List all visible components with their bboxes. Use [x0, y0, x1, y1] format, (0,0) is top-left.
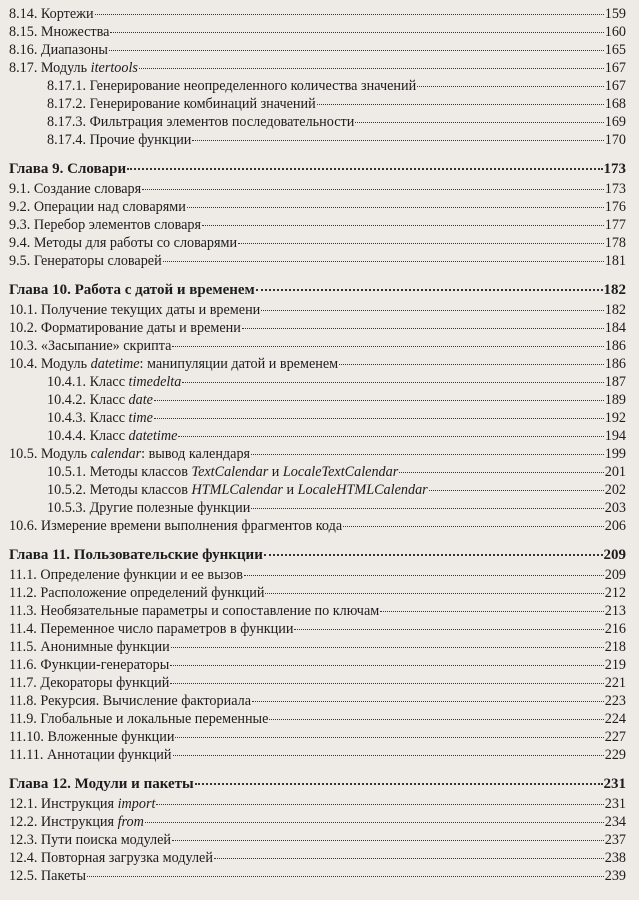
entry-title-text: Класс [89, 410, 129, 426]
page-number: 239 [604, 868, 626, 884]
dot-leader [264, 554, 603, 556]
entry-title [9, 849, 213, 867]
entry-number: 11.11. [9, 747, 44, 763]
entry-title [47, 131, 191, 149]
entry-number: 10.1. [9, 302, 38, 318]
entry-title-text: Фильтрация элементов последовательности [89, 114, 355, 130]
entry-number: 9.3. [9, 217, 31, 233]
dot-leader [256, 289, 603, 291]
toc-entry [9, 409, 626, 427]
entry-title-text: Функции-генераторы [40, 657, 170, 673]
dot-leader [109, 50, 604, 51]
entry-number: Глава 11. [9, 547, 71, 563]
page-number: 238 [604, 850, 626, 866]
dot-leader [252, 701, 604, 702]
entry-title [9, 795, 155, 813]
entry-title-code: time [128, 410, 153, 426]
entry-number: 11.1. [9, 567, 37, 583]
page-number: 199 [604, 446, 626, 462]
entry-number: 10.4.3. [47, 410, 87, 426]
entry-title [9, 545, 263, 565]
page-number: 176 [604, 199, 626, 215]
entry-title-text: Создание словаря [33, 181, 142, 197]
page-number: 177 [604, 217, 626, 233]
toc-entry [9, 728, 626, 746]
toc-entry [9, 867, 626, 885]
toc-entry [9, 566, 626, 584]
entry-title-text: Модуль [40, 446, 91, 462]
entry-number: 8.17.2. [47, 96, 87, 112]
entry-title [9, 774, 194, 794]
dot-leader [343, 526, 604, 527]
entry-number: 10.4.1. [47, 374, 87, 390]
toc-entry [9, 337, 626, 355]
toc-entry [9, 77, 626, 95]
entry-number: 8.14. [9, 6, 38, 22]
dot-leader [251, 508, 603, 509]
entry-number: 11.8. [9, 693, 37, 709]
entry-number: 10.3. [9, 338, 38, 354]
toc-entry [9, 427, 626, 445]
entry-title-text: Измерение времени выполнения фрагментов кода [40, 518, 343, 534]
toc-entry [9, 602, 626, 620]
entry-number: 10.6. [9, 518, 38, 534]
page-number: 186 [604, 338, 626, 354]
entry-number: 12.4. [9, 850, 38, 866]
entry-title [9, 710, 268, 728]
toc-entry [9, 373, 626, 391]
entry-title-text: Рекурсия. Вычисление факториала [40, 693, 252, 709]
toc-entry [9, 463, 626, 481]
entry-title-text: Методы классов [89, 482, 192, 498]
entry-title-text: Методы классов [89, 464, 192, 480]
entry-number: 11.10. [9, 729, 44, 745]
toc-entry [9, 391, 626, 409]
toc-entry [9, 831, 626, 849]
toc-entry [9, 620, 626, 638]
entry-title [9, 566, 243, 584]
dot-leader [269, 719, 603, 720]
entry-title [9, 638, 170, 656]
dot-leader [171, 647, 604, 648]
page-number: 189 [604, 392, 626, 408]
dot-leader [145, 822, 604, 823]
page-number: 209 [604, 567, 626, 583]
entry-title-text: Аннотации функций [46, 747, 172, 763]
entry-title-text: Определение функции и ее вызов [40, 567, 243, 583]
page-number: 159 [604, 6, 626, 22]
page-number: 237 [604, 832, 626, 848]
toc-entry [9, 131, 626, 149]
dot-leader [178, 436, 603, 437]
dot-leader [163, 261, 604, 262]
page-number: 212 [604, 585, 626, 601]
entry-number: 8.17.3. [47, 114, 87, 130]
dot-leader [251, 454, 604, 455]
page-number: 184 [604, 320, 626, 336]
page-number: 181 [604, 253, 626, 269]
page-number: 173 [603, 161, 626, 177]
entry-title-text: Пользовательские функции [73, 547, 263, 563]
toc-entry [9, 481, 626, 499]
dot-leader [170, 665, 603, 666]
dot-leader [238, 243, 604, 244]
entry-number: 10.4. [9, 356, 38, 372]
dot-leader [172, 840, 604, 841]
entry-title [9, 198, 186, 216]
page-number: 223 [604, 693, 626, 709]
page-number: 221 [604, 675, 626, 691]
entry-number: 8.15. [9, 24, 38, 40]
page-number: 203 [604, 500, 626, 516]
chapter-entry [9, 280, 626, 300]
entry-title-code: HTMLCalendar [191, 482, 283, 498]
page-number: 186 [604, 356, 626, 372]
page-number: 231 [604, 796, 626, 812]
page-number: 187 [604, 374, 626, 390]
entry-title-text: Модуль [40, 60, 91, 76]
entry-number: 10.5.2. [47, 482, 87, 498]
dot-leader [380, 611, 604, 612]
entry-title-text: Инструкция [40, 814, 118, 830]
entry-title [9, 728, 174, 746]
toc-entry [9, 656, 626, 674]
entry-title [9, 692, 251, 710]
entry-title [9, 5, 94, 23]
entry-title-code: import [117, 796, 156, 812]
entry-title [9, 656, 169, 674]
entry-title-text: Генераторы словарей [33, 253, 162, 269]
entry-number: 10.5. [9, 446, 38, 462]
dot-leader [192, 140, 603, 141]
entry-title [9, 620, 293, 638]
toc-entry [9, 216, 626, 234]
dot-leader [214, 858, 604, 859]
page-number: 224 [604, 711, 626, 727]
entry-title-text: Модули и пакеты [74, 776, 194, 792]
entry-title-code: LocaleTextCalendar [282, 464, 399, 480]
toc-entry [9, 198, 626, 216]
dot-leader [202, 225, 604, 226]
dot-leader [187, 207, 604, 208]
entry-title [9, 234, 237, 252]
toc-entry [9, 445, 626, 463]
page-number: 182 [604, 302, 626, 318]
entry-number: 11.2. [9, 585, 37, 601]
entry-title-text: Повторная загрузка модулей [40, 850, 213, 866]
toc-entry [9, 95, 626, 113]
entry-title-code: timedelta [128, 374, 182, 390]
entry-title-text: Получение текущих даты и времени [40, 302, 261, 318]
page-number: 219 [604, 657, 626, 673]
entry-title [9, 301, 260, 319]
entry-title-code: from [117, 814, 144, 830]
entry-title [9, 23, 109, 41]
entry-title-text: Глобальные и локальные переменные [40, 711, 269, 727]
dot-leader [182, 382, 603, 383]
entry-title-text: Прочие функции [89, 132, 192, 148]
entry-title [9, 602, 379, 620]
entry-title [47, 481, 428, 499]
entry-title-text: Класс [89, 374, 129, 390]
entry-title-text: Другие полезные функции [89, 500, 251, 516]
dot-leader [87, 876, 604, 877]
entry-number: 9.1. [9, 181, 31, 197]
entry-title [9, 337, 171, 355]
toc-entry [9, 813, 626, 831]
entry-title-code: datetime [128, 428, 178, 444]
entry-title [9, 159, 126, 179]
page-number: 209 [603, 547, 626, 563]
entry-number: 10.5.3. [47, 500, 87, 516]
entry-title [9, 355, 338, 373]
entry-title [9, 445, 250, 463]
toc-entry [9, 795, 626, 813]
page-number: 202 [604, 482, 626, 498]
dot-leader [173, 755, 604, 756]
page-number: 160 [604, 24, 626, 40]
entry-title-text: : вывод календаря [141, 446, 251, 462]
toc-entry [9, 710, 626, 728]
entry-title-text: Генерирование комбинаций значений [89, 96, 316, 112]
entry-number: Глава 12. [9, 776, 71, 792]
entry-number: 9.4. [9, 235, 31, 251]
entry-title [9, 319, 241, 337]
entry-number: 11.6. [9, 657, 37, 673]
entry-title [9, 59, 138, 77]
table-of-contents [9, 5, 626, 885]
entry-title-text: Вложенные функции [47, 729, 175, 745]
page-number: 167 [604, 78, 626, 94]
page-number: 182 [603, 282, 626, 298]
dot-leader [242, 328, 604, 329]
page-number: 170 [604, 132, 626, 148]
page-number: 234 [604, 814, 626, 830]
dot-leader [265, 593, 603, 594]
entry-title [9, 280, 255, 300]
entry-title [9, 41, 108, 59]
entry-title [47, 409, 153, 427]
page-number: 216 [604, 621, 626, 637]
entry-title-code: LocaleHTMLCalendar [297, 482, 428, 498]
dot-leader [175, 737, 603, 738]
dot-leader [127, 168, 602, 170]
entry-title [47, 95, 316, 113]
entry-title [9, 584, 264, 602]
entry-title-code: TextCalendar [191, 464, 269, 480]
entry-number: 11.5. [9, 639, 37, 655]
entry-number: 11.3. [9, 603, 37, 619]
entry-number: 9.2. [9, 199, 31, 215]
entry-title-text: Класс [89, 392, 129, 408]
entry-title [9, 517, 342, 535]
page-number: 194 [604, 428, 626, 444]
entry-title [47, 373, 181, 391]
chapter-entry [9, 774, 626, 794]
entry-title-text: Кортежи [40, 6, 94, 22]
entry-title-text: Методы для работы со словарями [33, 235, 238, 251]
entry-title-text: Необязательные параметры и сопоставление по ключам [40, 603, 380, 619]
entry-title-text: Инструкция [40, 796, 118, 812]
chapter-entry [9, 159, 626, 179]
dot-leader [317, 104, 604, 105]
entry-title [9, 216, 201, 234]
dot-leader [399, 472, 603, 473]
chapter-entry [9, 545, 626, 565]
dot-leader [429, 490, 604, 491]
toc-entry [9, 746, 626, 764]
entry-title-text: Форматирование даты и времени [40, 320, 241, 336]
dot-leader [139, 68, 604, 69]
dot-leader [172, 346, 603, 347]
page-number: 178 [604, 235, 626, 251]
page-number: 231 [603, 776, 626, 792]
entry-title-code: datetime [90, 356, 140, 372]
entry-title-text: и [268, 464, 283, 480]
toc-entry [9, 180, 626, 198]
entry-number: 8.17.1. [47, 78, 87, 94]
entry-number: 11.4. [9, 621, 37, 637]
dot-leader [244, 575, 604, 576]
entry-title-text: «Засыпание» скрипта [40, 338, 172, 354]
entry-title-text: Класс [89, 428, 129, 444]
entry-number: 10.5.1. [47, 464, 87, 480]
dot-leader [294, 629, 603, 630]
entry-title-text: Модуль [40, 356, 91, 372]
toc-entry [9, 692, 626, 710]
entry-number: 8.17.4. [47, 132, 87, 148]
entry-title [9, 867, 86, 885]
page-number: 218 [604, 639, 626, 655]
toc-entry [9, 319, 626, 337]
dot-leader [110, 32, 603, 33]
toc-entry [9, 849, 626, 867]
entry-number: Глава 9. [9, 161, 64, 177]
entry-title [47, 499, 250, 517]
entry-title-text: Множества [40, 24, 110, 40]
toc-entry [9, 301, 626, 319]
toc-entry [9, 234, 626, 252]
entry-title-text: Анонимные функции [40, 639, 170, 655]
dot-leader [355, 122, 603, 123]
page-number: 173 [604, 181, 626, 197]
entry-title-text: Операции над словарями [33, 199, 186, 215]
entry-title [9, 813, 144, 831]
toc-entry [9, 517, 626, 535]
entry-title-text: Диапазоны [40, 42, 108, 58]
entry-title [9, 746, 172, 764]
toc-entry [9, 355, 626, 373]
entry-number: 8.17. [9, 60, 38, 76]
entry-title-text: Переменное число параметров в функции [40, 621, 294, 637]
entry-title [47, 427, 177, 445]
page-number: 167 [604, 60, 626, 76]
dot-leader [154, 418, 604, 419]
dot-leader [195, 783, 603, 785]
entry-title-code: calendar [90, 446, 142, 462]
entry-title-text: Словари [67, 161, 127, 177]
toc-entry [9, 674, 626, 692]
entry-title [47, 463, 398, 481]
dot-leader [95, 14, 604, 15]
toc-entry [9, 638, 626, 656]
page-number: 192 [604, 410, 626, 426]
entry-title-text: Работа с датой и временем [74, 282, 255, 298]
entry-title-text: Пакеты [40, 868, 87, 884]
toc-entry [9, 59, 626, 77]
entry-title-text: и [282, 482, 298, 498]
page-number: 165 [604, 42, 626, 58]
page-number: 206 [604, 518, 626, 534]
entry-number: 11.9. [9, 711, 37, 727]
entry-title-text: Расположение определений функций [40, 585, 265, 601]
entry-title-text: Пути поиска модулей [40, 832, 172, 848]
page-number: 201 [604, 464, 626, 480]
entry-number: 11.7. [9, 675, 37, 691]
entry-number: 10.4.4. [47, 428, 87, 444]
entry-number: 12.1. [9, 796, 38, 812]
entry-title [9, 252, 162, 270]
dot-leader [261, 310, 603, 311]
entry-number: 12.5. [9, 868, 38, 884]
dot-leader [154, 400, 604, 401]
page-number: 227 [604, 729, 626, 745]
toc-entry [9, 252, 626, 270]
entry-number: 10.4.2. [47, 392, 87, 408]
toc-entry [9, 23, 626, 41]
dot-leader [170, 683, 603, 684]
entry-title [47, 391, 153, 409]
toc-entry [9, 41, 626, 59]
entry-title [9, 180, 141, 198]
entry-number: 8.16. [9, 42, 38, 58]
entry-number: 12.2. [9, 814, 38, 830]
entry-title [47, 77, 416, 95]
toc-entry [9, 584, 626, 602]
entry-title-text: Декораторы функций [40, 675, 170, 691]
toc-entry [9, 499, 626, 517]
entry-title [9, 674, 169, 692]
page-number: 169 [604, 114, 626, 130]
toc-entry [9, 5, 626, 23]
entry-number: 12.3. [9, 832, 38, 848]
entry-title-code: date [128, 392, 153, 408]
page-number: 229 [604, 747, 626, 763]
dot-leader [156, 804, 603, 805]
entry-title [9, 831, 171, 849]
entry-title-text: : манипуляции датой и временем [139, 356, 339, 372]
entry-number: Глава 10. [9, 282, 71, 298]
page-number: 213 [604, 603, 626, 619]
dot-leader [417, 86, 604, 87]
page-number: 168 [604, 96, 626, 112]
toc-entry [9, 113, 626, 131]
entry-title [47, 113, 354, 131]
entry-title-text: Перебор элементов словаря [33, 217, 202, 233]
entry-number: 9.5. [9, 253, 31, 269]
entry-title-code: itertools [90, 60, 138, 76]
entry-number: 10.2. [9, 320, 38, 336]
dot-leader [339, 364, 604, 365]
entry-title-text: Генерирование неопределенного количества значений [89, 78, 417, 94]
dot-leader [142, 189, 604, 190]
